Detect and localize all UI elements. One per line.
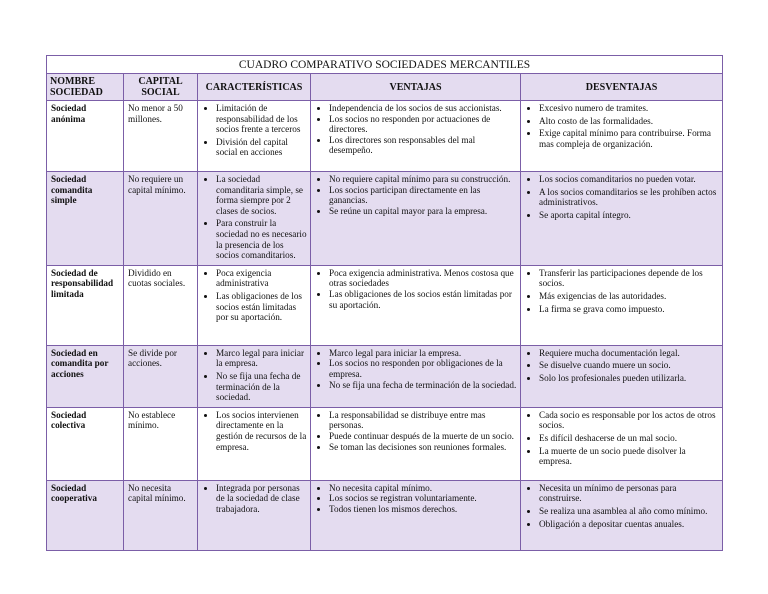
- society-name: Sociedad anónima: [47, 101, 124, 172]
- header-nombre-sociedad: NOMBRE SOCIEDAD: [47, 74, 124, 101]
- advantages-cell: [311, 265, 521, 345]
- characteristics-cell: [198, 407, 311, 480]
- society-name: Sociedad comandita simple: [47, 172, 124, 266]
- list-item: • No se fija una fecha de terminación de la sociedad.: [216, 371, 307, 403]
- list-item: • Poca exigencia administrativa: [216, 268, 307, 289]
- table-title: CUADRO COMPARATIVO SOCIEDADES MERCANTILES: [47, 56, 723, 74]
- characteristics-list: [202, 174, 307, 261]
- list-item: • Necesita un mínimo de personas para construirse.: [539, 483, 719, 504]
- characteristics-list: [202, 483, 307, 515]
- advantages-cell: [311, 345, 521, 407]
- advantages-list: [315, 483, 517, 515]
- list-item: • La firma se grava como impuesto.: [539, 304, 719, 315]
- list-item: • Para construir la sociedad no es necesario la presencia de los socios comanditarios.: [216, 218, 307, 260]
- list-item: • Es difícil deshacerse de un mal socio.: [539, 433, 719, 444]
- disadvantages-cell: [521, 265, 723, 345]
- characteristics-cell: [198, 101, 311, 172]
- disadvantages-cell: [521, 480, 723, 550]
- disadvantages-list: [525, 268, 719, 314]
- list-item: • Se toman las decisiones son reuniones formales.: [329, 442, 517, 453]
- list-item: • División del capital social en acciones: [216, 137, 307, 158]
- header-desventajas: DESVENTAJAS: [521, 74, 723, 101]
- title-row: [47, 56, 723, 74]
- list-item: • No se fija una fecha de terminación de la sociedad.: [329, 380, 517, 391]
- advantages-list: [315, 410, 517, 452]
- list-item: • Los socios participan directamente en las ganancias.: [329, 185, 517, 206]
- advantages-cell: [311, 480, 521, 550]
- capital-social: No establece mínimo.: [124, 407, 198, 480]
- list-item: • Puede continuar después de la muerte de un socio.: [329, 431, 517, 442]
- disadvantages-list: [525, 410, 719, 467]
- society-name: Sociedad de responsabilidad limitada: [47, 265, 124, 345]
- society-name: Sociedad en comandita por acciones: [47, 345, 124, 407]
- capital-social: No menor a 50 millones.: [124, 101, 198, 172]
- capital-social: No necesita capital mínimo.: [124, 480, 198, 550]
- list-item: • Marco legal para iniciar la empresa.: [216, 348, 307, 369]
- header-capital-social: CAPITAL SOCIAL: [124, 74, 198, 101]
- list-item: • Todos tienen los mismos derechos.: [329, 504, 517, 515]
- society-name: Sociedad colectiva: [47, 407, 124, 480]
- characteristics-list: [202, 348, 307, 403]
- list-item: • La responsabilidad se distribuye entre mas personas.: [329, 410, 517, 431]
- header-ventajas: VENTAJAS: [311, 74, 521, 101]
- list-item: • Poca exigencia administrativa. Menos costosa que otras sociedades: [329, 268, 517, 289]
- disadvantages-list: [525, 483, 719, 529]
- list-item: • Excesivo numero de tramites.: [539, 103, 719, 114]
- disadvantages-cell: [521, 172, 723, 266]
- list-item: • A los socios comanditarios se les prohíben actos administrativos.: [539, 187, 719, 208]
- list-item: • Los socios comanditarios no pueden votar.: [539, 174, 719, 185]
- list-item: • Transferir las participaciones depende de los socios.: [539, 268, 719, 289]
- list-item: • Las obligaciones de los socios están limitadas por su aportación.: [216, 291, 307, 323]
- header-row: [47, 74, 723, 101]
- list-item: • Los directores son responsables del mal desempeño.: [329, 135, 517, 156]
- list-item: • Los socios no responden por obligaciones de la empresa.: [329, 358, 517, 379]
- list-item: • No requiere capital mínimo para su construcción.: [329, 174, 517, 185]
- list-item: • Requiere mucha documentación legal.: [539, 348, 719, 359]
- list-item: • Obligación a depositar cuentas anuales.: [539, 519, 719, 530]
- list-item: • La sociedad comanditaria simple, se forma siempre por 2 clases de socios.: [216, 174, 307, 216]
- advantages-cell: [311, 172, 521, 266]
- list-item: • La muerte de un socio puede disolver la empresa.: [539, 446, 719, 467]
- table-row: [47, 480, 723, 550]
- advantages-list: [315, 348, 517, 390]
- characteristics-cell: [198, 172, 311, 266]
- header-caracteristicas: CARACTERÍSTICAS: [198, 74, 311, 101]
- advantages-list: [315, 174, 517, 216]
- disadvantages-cell: [521, 345, 723, 407]
- disadvantages-list: [525, 103, 719, 149]
- table-row: [47, 407, 723, 480]
- list-item: • Marco legal para iniciar la empresa.: [329, 348, 517, 359]
- list-item: • Los socios no responden por actuaciones de directores.: [329, 114, 517, 135]
- capital-social: Se divide por acciones.: [124, 345, 198, 407]
- comparison-table: [46, 55, 723, 551]
- table-row: [47, 172, 723, 266]
- list-item: • No necesita capital mínimo.: [329, 483, 517, 494]
- characteristics-cell: [198, 345, 311, 407]
- list-item: • Se disuelve cuando muere un socio.: [539, 360, 719, 371]
- advantages-list: [315, 103, 517, 156]
- list-item: • Solo los profesionales pueden utilizarla.: [539, 373, 719, 384]
- characteristics-list: [202, 268, 307, 323]
- list-item: • Las obligaciones de los socios están limitadas por su aportación.: [329, 289, 517, 310]
- table-row: [47, 101, 723, 172]
- disadvantages-cell: [521, 101, 723, 172]
- disadvantages-list: [525, 348, 719, 384]
- table-row: [47, 265, 723, 345]
- list-item: • Se aporta capital íntegro.: [539, 210, 719, 221]
- characteristics-list: [202, 103, 307, 158]
- table-row: [47, 345, 723, 407]
- list-item: • Los socios se registran voluntariamente.: [329, 493, 517, 504]
- list-item: • Cada socio es responsable por los actos de otros socios.: [539, 410, 719, 431]
- disadvantages-list: [525, 174, 719, 220]
- characteristics-list: [202, 410, 307, 452]
- list-item: • Se realiza una asamblea al año como mínimo.: [539, 506, 719, 517]
- list-item: • Los socios intervienen directamente en la gestión de recursos de la empresa.: [216, 410, 307, 452]
- society-name: Sociedad cooperativa: [47, 480, 124, 550]
- advantages-list: [315, 268, 517, 310]
- list-item: • Más exigencias de las autoridades.: [539, 291, 719, 302]
- list-item: • Limitación de responsabilidad de los socios frente a terceros: [216, 103, 307, 135]
- capital-social: Dividido en cuotas sociales.: [124, 265, 198, 345]
- disadvantages-cell: [521, 407, 723, 480]
- capital-social: No requiere un capital mínimo.: [124, 172, 198, 266]
- list-item: • Integrada por personas de la sociedad de clase trabajadora.: [216, 483, 307, 515]
- advantages-cell: [311, 407, 521, 480]
- list-item: • Exige capital mínimo para contribuirse. Forma mas compleja de organización.: [539, 128, 719, 149]
- characteristics-cell: [198, 265, 311, 345]
- list-item: • Alto costo de las formalidades.: [539, 116, 719, 127]
- characteristics-cell: [198, 480, 311, 550]
- advantages-cell: [311, 101, 521, 172]
- list-item: • Independencia de los socios de sus accionistas.: [329, 103, 517, 114]
- list-item: • Se reúne un capital mayor para la empresa.: [329, 206, 517, 217]
